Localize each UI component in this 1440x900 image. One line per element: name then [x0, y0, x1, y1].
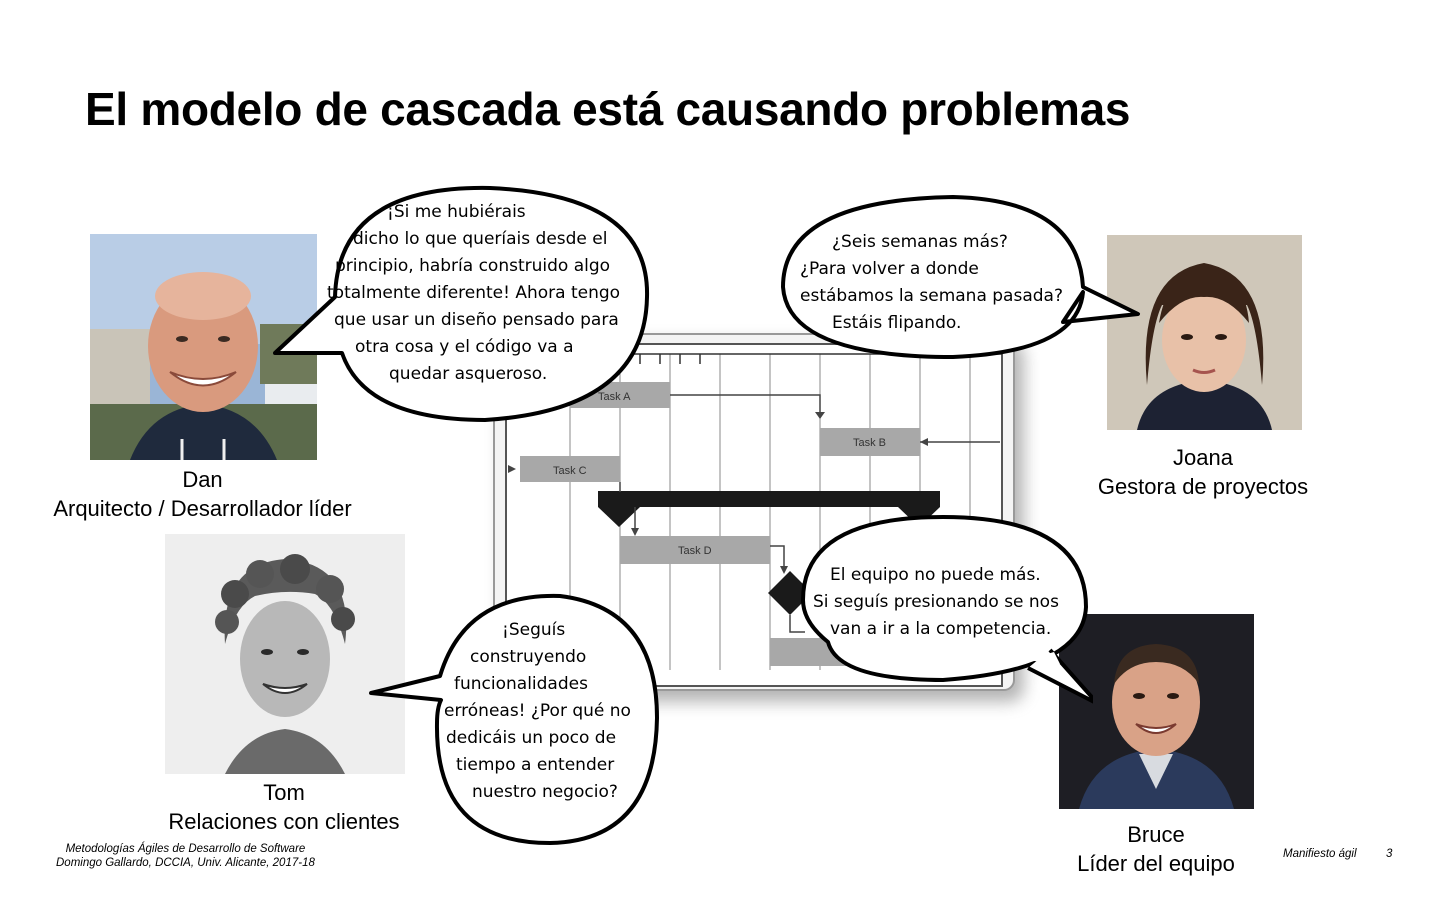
dan-speech-line: ¡Si me hubiérais: [387, 202, 526, 222]
dan-speech-line: quedar asqueroso.: [389, 364, 548, 384]
page-number: 3: [1386, 848, 1393, 860]
dan-speech-line: otra cosa y el código va a: [355, 337, 574, 357]
gantt-label-task-a: Task A: [598, 391, 631, 403]
gantt-label-task-c: Task C: [553, 465, 587, 477]
tom-speech-line: tiempo a entender: [456, 755, 615, 775]
joana-role: Gestora de proyectos: [1097, 474, 1309, 499]
bruce-speech-text: [813, 562, 1073, 643]
joana-speech-line: ¿Para volver a donde: [800, 259, 979, 279]
gantt-summary-bar: [598, 491, 940, 507]
dan-speech-line: principio, habría construido algo: [335, 256, 611, 276]
joana-speech-line: estábamos la semana pasada?: [800, 286, 1063, 306]
tom-speech-line: ¡Seguís: [502, 620, 566, 640]
tom-speech-line: erróneas! ¿Por qué no: [444, 701, 631, 721]
tom-speech-line: nuestro negocio?: [472, 782, 618, 802]
tom-caption: [134, 778, 434, 836]
dan-caption: [20, 465, 385, 523]
joana-speech-text: [800, 229, 1070, 337]
joana-speech-line: Estáis flipando.: [832, 313, 962, 333]
gantt-label-task-d: Task D: [678, 545, 712, 557]
bruce-speech-line: El equipo no puede más.: [830, 565, 1041, 585]
dan-speech-line: que usar un diseño pensado para: [334, 310, 619, 330]
tom-speech-text: [444, 617, 649, 806]
dan-speech-text: [325, 199, 640, 388]
gantt-label-task-b: Task B: [853, 437, 887, 449]
footer-course: Metodologías Ágiles de Desarrollo de Software: [65, 843, 306, 855]
footer-author: Domingo Gallardo, DCCIA, Univ. Alicante, 2017-18: [56, 857, 315, 869]
dan-speech-line: totalmente diferente! Ahora tengo: [327, 283, 621, 303]
dan-name: Dan: [182, 467, 223, 492]
bruce-caption: [1041, 820, 1271, 878]
slide-title: El modelo de cascada está causando problemas: [85, 83, 1131, 135]
joana-name: Joana: [1173, 445, 1233, 470]
bruce-name: Bruce: [1127, 822, 1185, 847]
bruce-speech-line: van a ir a la competencia.: [830, 619, 1052, 639]
tom-role: Relaciones con clientes: [168, 809, 400, 834]
joana-caption: [1063, 443, 1343, 501]
bruce-role: Líder del equipo: [1077, 851, 1235, 876]
dan-speech-line: dicho lo que queríais desde el: [353, 229, 608, 249]
footer-section: Manifiesto ágil: [1283, 848, 1357, 860]
tom-speech-line: funcionalidades: [454, 674, 588, 694]
tom-speech-line: dedicáis un poco de: [446, 728, 617, 748]
bruce-speech-line: Si seguís presionando se nos: [813, 592, 1059, 612]
joana-speech-line: ¿Seis semanas más?: [832, 232, 1008, 252]
dan-role: Arquitecto / Desarrollador líder: [53, 496, 352, 521]
footer-credits: [56, 842, 315, 870]
tom-name: Tom: [263, 780, 305, 805]
tom-speech-line: construyendo: [470, 647, 587, 667]
